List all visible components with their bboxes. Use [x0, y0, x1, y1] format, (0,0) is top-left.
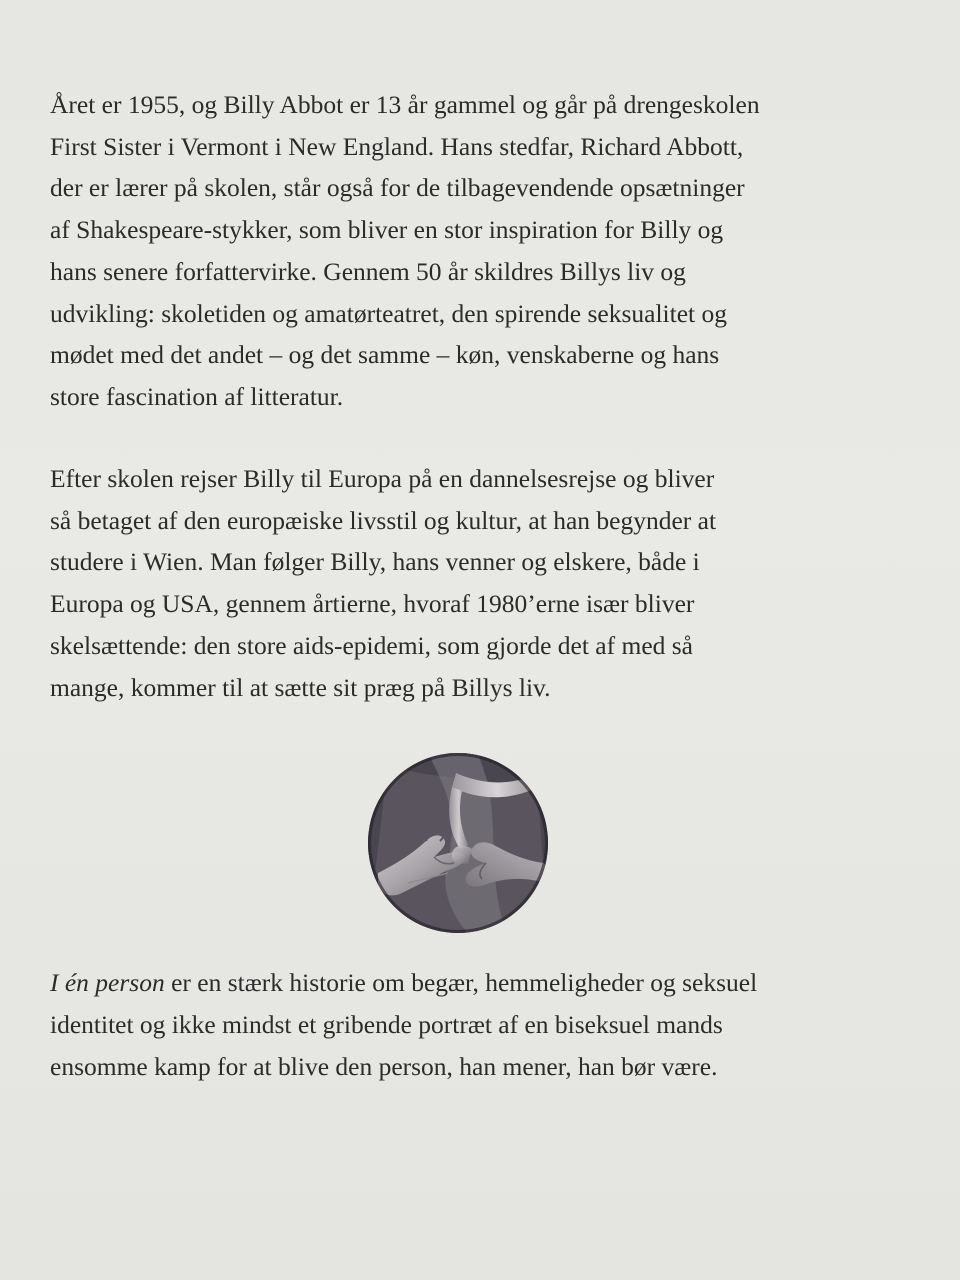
hands-photo-icon	[368, 753, 548, 933]
text-line	[50, 962, 900, 1004]
text-line: Europa og USA, gennem årtierne, hvoraf 1980’erne især bliver	[50, 589, 695, 619]
text-line: Året er 1955, og Billy Abbot er 13 år gammel og går på drengeskolen	[50, 90, 760, 119]
text-line: First Sister i Vermont i New England. Hans stedfar, Richard Abbott,	[50, 131, 744, 161]
text-line: studere i Wien. Man følger Billy, hans venner og elskere, både i	[50, 547, 700, 577]
text-line: af Shakespeare-stykker, som bliver en stor inspiration for Billy og	[50, 215, 724, 245]
paragraph-synopsis-1	[50, 84, 900, 418]
text-line: udvikling: skoletiden og amatørteatret, den spirende seksualitet og	[50, 298, 727, 328]
text-line: mødet med det andet – og det samme – køn, venskaberne og hans	[50, 340, 720, 370]
text-line: der er lærer på skolen, står også for de tilbagevendende opsætninger	[50, 173, 745, 203]
text-line: ensomme kamp for at blive den person, han mener, han bør være.	[50, 1052, 718, 1081]
paragraph-tagline	[50, 962, 900, 1088]
paragraph-synopsis-2	[50, 458, 900, 708]
text-line: hans senere forfattervirke. Gennem 50 år skildres Billys liv og	[50, 256, 686, 286]
book-title: I én person	[50, 968, 165, 997]
text-line: identitet og ikke mindst et gribende portræt af en biseksuel mands	[50, 1010, 723, 1039]
text-fragment: er en stærk historie om begær, hemmeligheder og seksuel	[164, 968, 758, 997]
text-line: skelsættende: den store aids-epidemi, som gjorde det af med så	[50, 630, 694, 660]
text-line: store fascination af litteratur.	[50, 381, 344, 411]
text-line: mange, kommer til at sætte sit præg på Billys liv.	[50, 672, 551, 702]
text-line: Efter skolen rejser Billy til Europa på en dannelsesrejse og bliver	[50, 464, 715, 493]
text-line: så betaget af den europæiske livsstil og kultur, at han begynder at	[50, 505, 717, 535]
